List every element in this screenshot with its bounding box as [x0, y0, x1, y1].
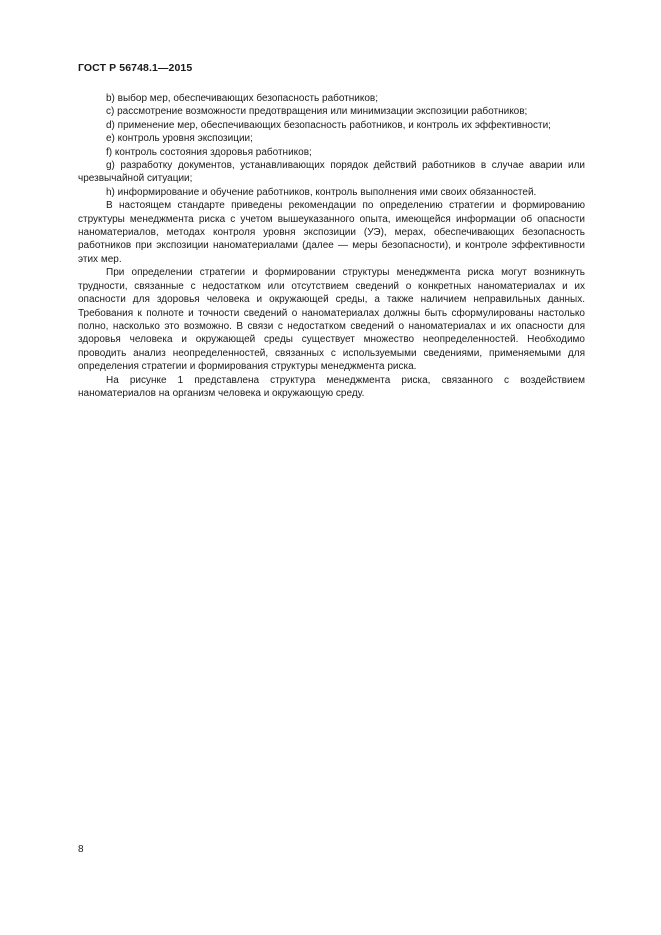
list-item-c: c) рассмотрение возможности предотвращения или минимизации экспозиции работников;	[106, 106, 528, 118]
list-item-h: h) информирование и обучение работников, контроль выполнения ими своих обязанностей.	[106, 186, 537, 198]
paragraph-recommendations: В настоящем стандарте приведены рекомендации по определению стратегии и формированию структуры менеджмента риска с учетом вышеуказанного опыта, имеющейся информации об опасности наноматериалов, методах контроля уровня экспозиции (УЭ), мерах, обеспечивающих безопасность работников при экспозиции наноматериалами (далее — меры безопасности), и контроле эффективности этих мер.	[78, 200, 585, 265]
page-number: 8	[78, 844, 84, 855]
document-header: ГОСТ Р 56748.1—2015	[78, 62, 193, 74]
paragraph-uncertainties: При определении стратегии и формировании структуры менеджмента риска могут возникнуть трудности, связанные с недостатком или отсутствием сведений о конкретных наноматериалах и их опасности для здоровья человека и окружающей среды, а также наличием неправильных данных. Требования к полноте и точности сведений о наноматериалах должны быть сформулированы настолько полно, насколько это возможно. В связи с недостатком сведений о наноматериалах и их опасности для здоровья человека и окружающей среды существует множество неопределенностей. Необходимо проводить анализ неопределенностей, связанных с используемыми сведениями, применяемыми для определения стратегии и формирования структуры менеджмента риска.	[78, 267, 585, 373]
list-item-b: b) выбор мер, обеспечивающих безопасность работников;	[106, 93, 379, 104]
list-item-g: g) разработку документов, устанавливающих порядок действий работников в случае аварии или чрезвычайной ситуации;	[78, 160, 585, 185]
document-body	[78, 92, 585, 400]
list-item-e: e) контроль уровня экспозиции;	[106, 133, 253, 145]
list-item-f: f) контроль состояния здоровья работников;	[106, 146, 312, 158]
list-item-d: d) применение мер, обеспечивающих безопасность работников, и контроль их эффективности;	[106, 119, 551, 131]
paragraph-figure-reference: На рисунке 1 представлена структура менеджмента риска, связанного с воздействием наноматериалов на организм человека и окружающую среду.	[78, 374, 585, 399]
